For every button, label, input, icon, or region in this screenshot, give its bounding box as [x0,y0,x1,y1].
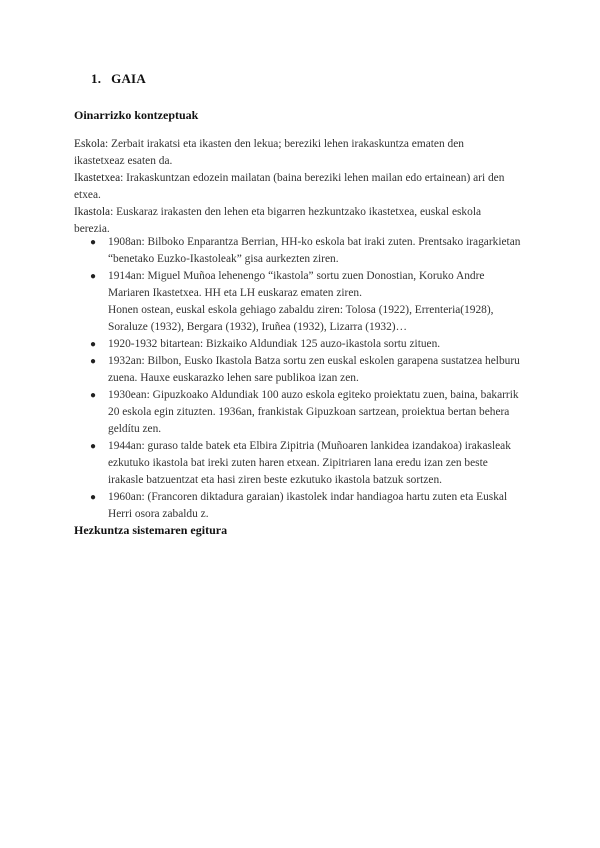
list-item [74,234,524,268]
definition-text: : Zerbait irakatsi eta ikasten den lekua; bereziki lehen irakaskuntza ematen den ikastetxeaz esaten da. [74,138,464,167]
list-item-text: 1930ean: Gipuzkoako Aldundiak 100 auzo eskola egiteko proiektatu zuen, baina, bakarrik 20 eskola egin zituzten. 1936an, frankistak Gipuzkoan sartzean, proiektua bertan behera geldítu zen. [108,389,519,435]
chapter-title: GAIA [111,71,146,86]
list-item-text: 1914an: Miguel Muñoa lehenengo “ikastola” sortu zuen Donostian, Koruko Andre Mariaren Ikastetxea. HH eta LH euskaraz ematen ziren. [108,270,485,299]
list-item-text: 1944an: guraso talde batek eta Elbira Zipitria (Muñoaren lankidea izandakoa) irakasleak ezkutuko ikastola bat ireki zuten haren etxean. Zipitriaren lana eredu izan zen beste irakasle batzuentzat eta hasi ziren beste ezkutuko ikastola batzuk sortzen. [108,440,511,486]
definition-paragraph [74,204,514,238]
list-item [74,353,524,387]
list-item-text: 1908an: Bilboko Enparantza Berrian, HH-ko eskola bat iraki zuten. Prentsako iragarkietan “benetako Euzko-Ikastoleak” gisa aurkezten ziren. [108,236,521,265]
list-item [74,268,524,336]
definition-term: Ikastetxea [74,172,121,184]
chapter-number: 1. [91,71,102,86]
definition-paragraph [74,170,514,204]
history-bullet-list [74,234,524,523]
definitions-block [74,136,514,238]
list-item [74,438,524,489]
list-item-text: 1920-1932 bitartean: Bizkaiko Aldundiak 125 auzo-ikastola sortu zituen. [108,338,441,350]
definition-text: : Irakaskuntzan edozein mailatan (baina bereziki lehen mailan edo ertainean) ari den etxea. [74,172,505,201]
chapter-heading [91,71,146,87]
bullet-icon: ● [90,271,97,282]
bullet-icon: ● [90,339,97,350]
bullet-icon: ● [90,390,97,401]
list-item [74,489,524,523]
bullet-icon: ● [90,441,97,452]
bullet-icon: ● [90,492,97,503]
list-item [74,387,524,438]
list-item-text: 1932an: Bilbon, Eusko Ikastola Batza sortu zen euskal eskolen garapena sustatzea helburu zuena. Hauxe euskarazko lehen sare publikoa izan zen. [108,355,520,384]
definition-term: Eskola [74,138,106,150]
section-title-basic-concepts: Oinarrizko kontzeptuak [74,108,199,122]
bullet-icon: ● [90,237,97,248]
list-item-text: 1960an: (Francoren diktadura garaian) ikastolek indar handiagoa hartu zuten eta Euskal Herri osora zabaldu z. [108,491,508,520]
section-title-education-structure: Hezkuntza sistemaren egitura [74,523,228,537]
list-item [74,336,524,353]
definition-text: : Euskaraz irakasten den lehen eta bigarren hezkuntzako ikastetxea, euskal eskola berezia. [74,206,482,235]
definition-paragraph [74,136,514,170]
bullet-icon: ● [90,356,97,367]
definition-term: Ikastola [74,206,111,218]
list-item-continuation: Honen ostean, euskal eskola gehiago zabaldu ziren: Tolosa (1922), Errenteria(1928), Soraluze (1932), Bergara (1932), Iruñea (1932), Lizarra (1932)… [108,304,494,333]
